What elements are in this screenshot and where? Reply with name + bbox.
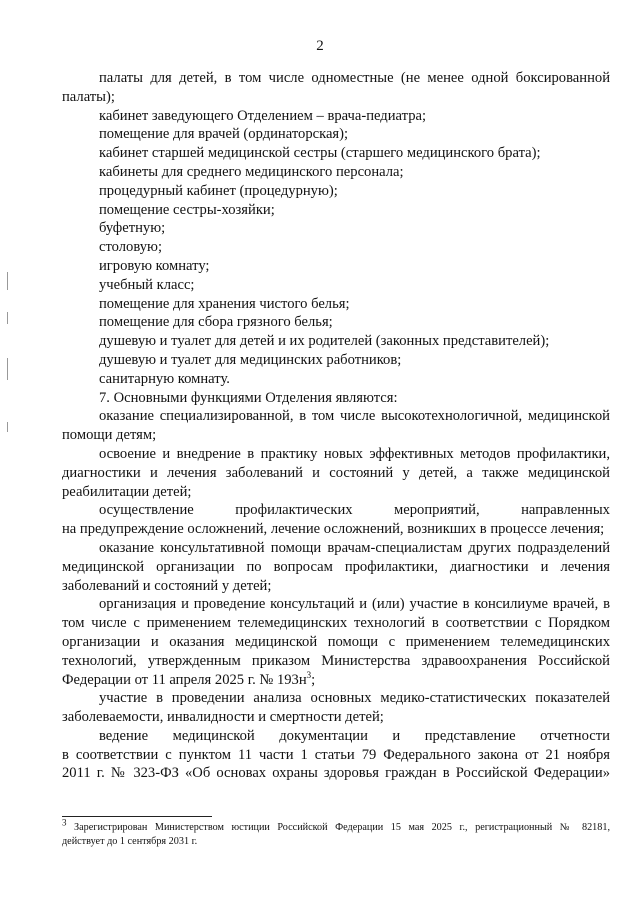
word: направленных: [521, 502, 610, 519]
footnote-line-1: [62, 817, 611, 835]
word: документации: [279, 727, 368, 744]
list-item: помещение для сбора грязного белья;: [99, 314, 333, 331]
list-item: кабинет старшей медицинской сестры (старшего медицинского брата);: [99, 145, 541, 162]
word: отчетности: [540, 727, 610, 744]
function-item-prevention: [62, 501, 610, 539]
word: мероприятий,: [394, 502, 480, 519]
function-item: освоение и внедрение в практику новых эффективных методов профилактики, диагностики и лечения заболеваний и состояний у детей, а также медицинской реабилитации детей;: [62, 445, 610, 500]
list-item: буфетную;: [99, 220, 166, 237]
function-item: оказание консультативной помощи врачам-специалистам других подразделений медицинской организации по вопросам профилактики, диагностики и лечения заболеваний и состояний у детей;: [62, 539, 610, 594]
footnote-text: Зарегистрирован Министерством юстиции Российской Федерации 15 мая 2025 г., регистрационный № 82181,: [74, 822, 611, 833]
word: осуществление: [99, 502, 194, 519]
function-item: оказание специализированной, в том числе высокотехнологичной, медицинской помощи детям;: [62, 408, 610, 444]
list-item: кабинеты для среднего медицинского персонала;: [99, 163, 404, 180]
paragraph-continuation: на предупреждение осложнений, лечение осложнений, возникших в процессе лечения;: [62, 521, 605, 538]
word: профилактических: [235, 502, 353, 519]
paragraph-line: в соответствии с пунктом 11 части 1 статьи 79 Федерального закона от 21 ноября: [62, 746, 610, 763]
section-heading: 7. Основными функциями Отделения являются:: [99, 389, 398, 406]
list-item: палаты для детей, в том числе одноместные (не менее одной боксированной палаты);: [62, 70, 610, 105]
list-item: процедурный кабинет (процедурную);: [99, 182, 338, 199]
punctuation: ;: [311, 671, 316, 688]
word: и: [392, 727, 401, 744]
list-item: столовую;: [99, 239, 162, 256]
list-item: помещение для врачей (ординаторская);: [99, 126, 349, 143]
list-item: душевую и туалет для медицинских работников;: [99, 351, 402, 368]
list-item: помещение для хранения чистого белья;: [99, 295, 350, 312]
list-item: душевую и туалет для детей и их родителей (законных представителей);: [99, 333, 550, 350]
word: медицинской: [172, 727, 255, 744]
word: ведение: [99, 727, 149, 744]
page-number: 2: [316, 38, 324, 54]
function-item: участие в проведении анализа основных медико-статистических показателей заболеваемости, инвалидности и смертности детей;: [62, 690, 610, 726]
list-item: учебный класс;: [99, 276, 195, 293]
footnote-separator: [62, 816, 212, 817]
footnote-line-2: действует до 1 сентября 2031 г.: [62, 836, 198, 847]
function-item-council: [62, 595, 610, 689]
list-item: санитарную комнату.: [99, 370, 230, 387]
council-text: организация и проведение консультаций и (или) участие в консилиуме врачей, в том числе с применением телемедицинских технологий в соответствии с Порядком организации и оказания медицинской помощи с применением телемедицинских технологий, утвержденным приказом Министерства здравоохранения Российской Федерации от 11 апреля 2025 г. № 193н: [62, 596, 610, 688]
list-item: помещение сестры-хозяйки;: [99, 201, 275, 218]
list-item: игровую комнату;: [99, 257, 210, 274]
paragraph-line: 2011 г. № 323-ФЗ «Об основах охраны здоровья граждан в Российской Федерации»: [62, 765, 610, 782]
footnote-mark: 3: [62, 817, 67, 828]
footnote-reference: 3: [306, 669, 312, 680]
document-body: [62, 69, 610, 783]
scan-margin-marks: [7, 272, 11, 452]
list-item: кабинет заведующего Отделением – врача-педиатра;: [99, 107, 427, 124]
function-item-records: [62, 727, 610, 783]
word: представление: [424, 727, 516, 744]
footnote: [62, 817, 611, 849]
